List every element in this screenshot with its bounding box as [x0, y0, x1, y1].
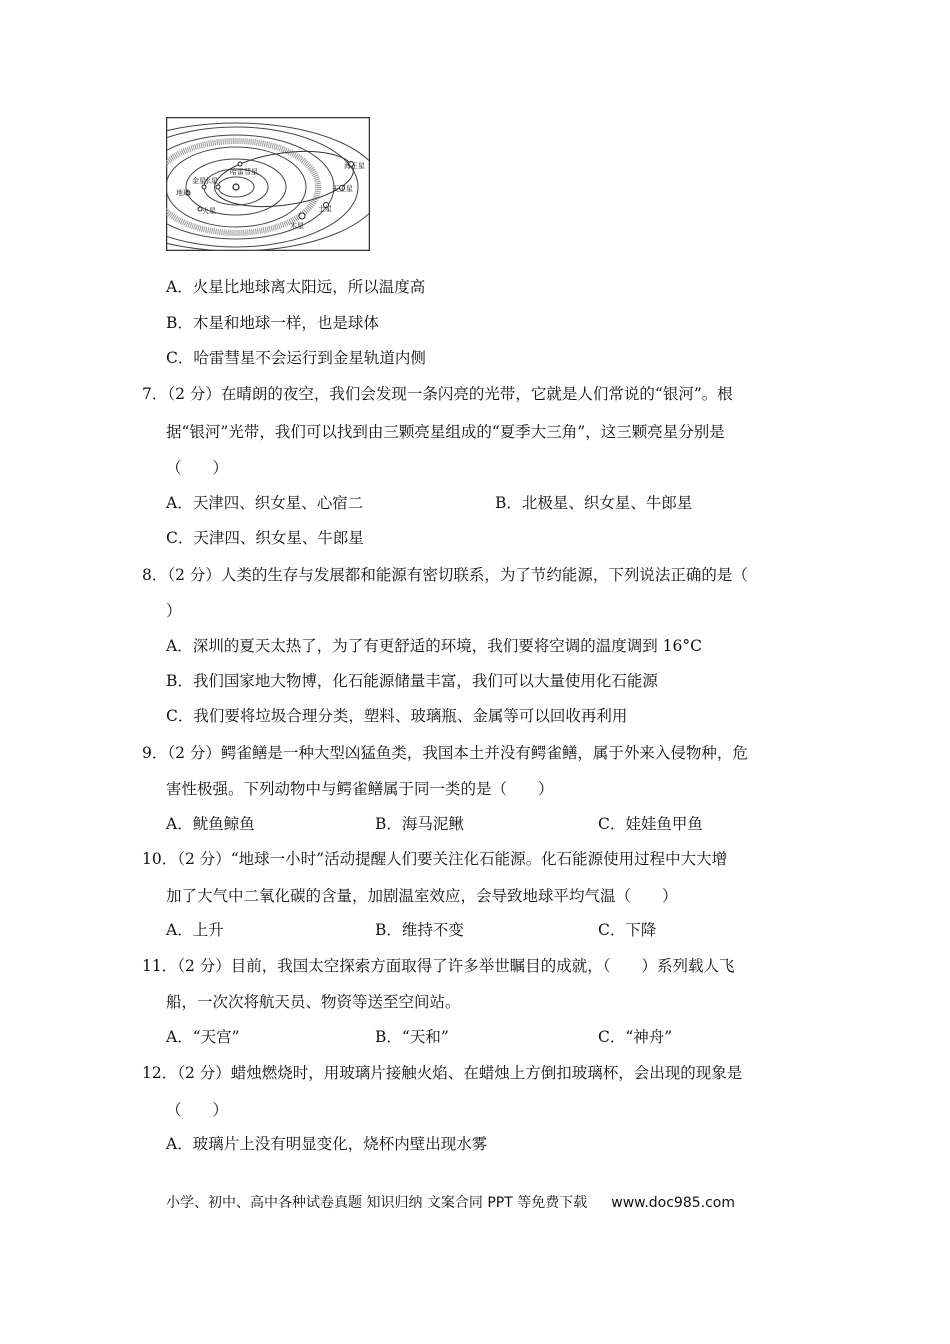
label-jupiter: 木星	[290, 222, 304, 230]
q11-option-a: A．“天宫”	[166, 1028, 240, 1046]
q7-option-a: A．天津四、织女星、心宿二	[166, 494, 364, 512]
q11-option-c: C．“神舟”	[598, 1028, 673, 1046]
page-footer	[166, 1192, 735, 1212]
q9-option-a: A．鱿鱼鲸鱼	[166, 815, 255, 833]
label-earth: 地球	[176, 189, 190, 197]
q8-option-b: B．我们国家地大物博，化石能源储量丰富，我们可以大量使用化石能源	[166, 672, 658, 690]
q10-option-a: A．上升	[166, 921, 224, 939]
q10-stem-line1: 10．（2 分）“地球一小时”活动提醒人们要关注化石能源。化石能源使用过程中大大增	[142, 850, 728, 868]
label-saturn: 土星	[318, 205, 332, 213]
solar-system-diagram	[166, 117, 370, 251]
q8-stem-line2: ）	[166, 602, 182, 620]
q12-option-a: A．玻璃片上没有明显变化，烧杯内壁出现水雾	[166, 1135, 488, 1153]
q11-stem-line1: 11．（2 分）目前，我国太空探索方面取得了许多举世瞩目的成就，（ ）系列载人飞	[142, 957, 735, 975]
q7-option-b: B．北极星、织女星、牛郎星	[495, 494, 693, 512]
q8-stem-line1: 8．（2 分）人类的生存与发展都和能源有密切联系，为了节约能源，下列说法正确的是（	[142, 566, 748, 584]
q12-stem-line2: （ ）	[166, 1101, 229, 1119]
q9-option-c: C．娃娃鱼甲鱼	[598, 815, 703, 833]
q7-option-c: C．天津四、织女星、牛郎星	[166, 529, 364, 547]
label-mars: 火星	[202, 207, 216, 215]
label-halley: 哈雷彗星	[230, 168, 258, 176]
q6-option-c: C．哈雷彗星不会运行到金星轨道内侧	[166, 349, 426, 367]
q11-option-b: B．“天和”	[375, 1028, 449, 1046]
label-venus: 金星	[192, 177, 206, 185]
q9-stem-line1: 9．（2 分）鳄雀鳝是一种大型凶猛鱼类，我国本土并没有鳄雀鳝，属于外来入侵物种，危	[142, 744, 748, 762]
q7-stem-line2: 据“银河”光带，我们可以找到由三颗亮星组成的“夏季大三角”，这三颗亮星分别是	[166, 423, 725, 441]
q7-stem-line3: （ ）	[166, 459, 229, 477]
q8-option-c: C．我们要将垃圾合理分类，塑料、玻璃瓶、金属等可以回收再利用	[166, 707, 628, 725]
q6-option-b: B．木星和地球一样，也是球体	[166, 314, 379, 332]
label-mercury: 水星	[204, 177, 218, 185]
q9-stem-line2: 害性极强。下列动物中与鳄雀鳝属于同一类的是（ ）	[166, 780, 554, 798]
q11-stem-line2: 船，一次次将航天员、物资等送至空间站。	[166, 993, 461, 1011]
q7-stem-line1: 7．（2 分）在晴朗的夜空，我们会发现一条闪亮的光带，它就是人们常说的“银河”。根	[142, 385, 733, 403]
label-neptune: 海王星	[344, 162, 365, 170]
q10-option-c: C．下降	[598, 921, 657, 939]
q12-stem-line1: 12．（2 分）蜡烛燃烧时，用玻璃片接触火焰、在蜡烛上方倒扣玻璃杯，会出现的现象是	[142, 1064, 743, 1082]
q8-option-a: A．深圳的夏天太热了，为了有更舒适的环境，我们要将空调的温度调到 16°C	[166, 637, 702, 655]
footer-text: 小学、初中、高中各种试卷真题 知识归纳 文案合同 PPT 等免费下载	[166, 1195, 588, 1211]
label-uranus: 天王星	[332, 185, 353, 193]
q9-option-b: B．海马泥鳅	[375, 815, 464, 833]
q10-option-b: B．维持不变	[375, 921, 464, 939]
q6-option-a: A．火星比地球离太阳远，所以温度高	[166, 278, 426, 296]
footer-url[interactable]: www.doc985.com	[611, 1195, 735, 1211]
q10-stem-line2: 加了大气中二氧化碳的含量，加剧温室效应，会导致地球平均气温（ ）	[166, 887, 678, 905]
